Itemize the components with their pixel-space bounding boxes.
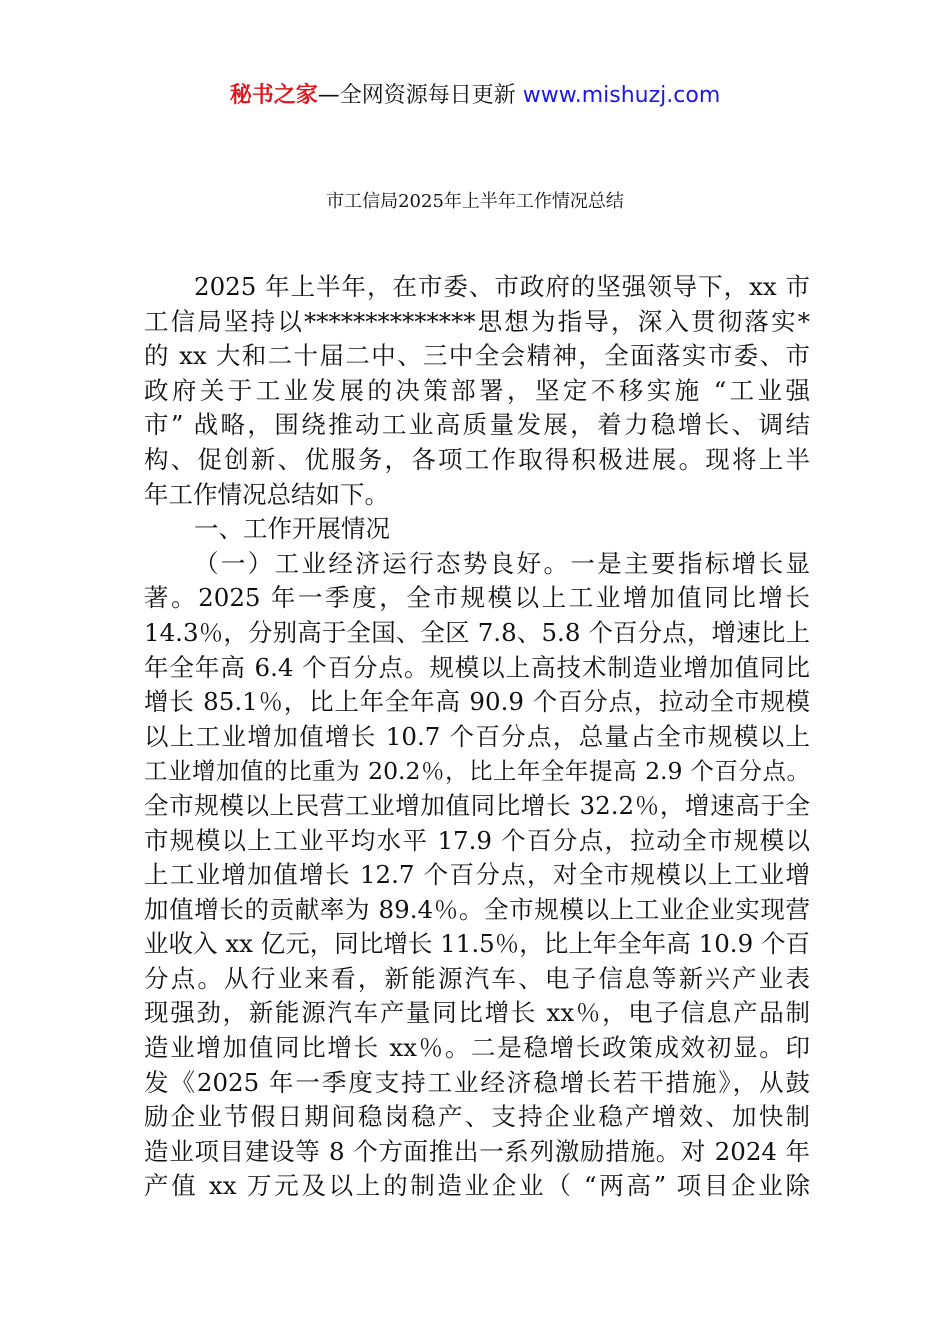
body-line: 现强劲，新能源汽车产量同比增长 xx％，电子信息产品制 xyxy=(144,998,810,1028)
body-line: 励企业节假日期间稳岗稳产、支持企业稳产增效、加快制 xyxy=(144,1102,810,1132)
site-tagline: —全网资源每日更新 xyxy=(317,83,523,108)
body-line: 14.3％，分别高于全国、全区 7.8、5.8 个百分点，增速比上 xyxy=(144,617,810,647)
body-line: 造业增加值同比增长 xx％。二是稳增长政策成效初显。印 xyxy=(144,1033,810,1063)
site-header xyxy=(0,80,950,112)
body-line: 年全年高 6.4 个百分点。规模以上高技术制造业增加值同比 xyxy=(144,652,810,682)
body-line: 上工业增加值增长 12.7 个百分点，对全市规模以上工业增 xyxy=(144,860,810,890)
body-line: 发《2025 年一季度支持工业经济稳增长若干措施》，从鼓 xyxy=(144,1067,810,1097)
site-brand: 秘书之家 xyxy=(229,83,318,108)
body-line: 加值增长的贡献率为 89.4％。全市规模以上工业企业实现营 xyxy=(144,894,810,924)
body-line: 政府关于工业发展的决策部署，坚定不移实施 “工业强 xyxy=(144,375,810,405)
body-line: 增长 85.1％，比上年全年高 90.9 个百分点，拉动全市规模 xyxy=(144,687,810,717)
body-line: 造业项目建设等 8 个方面推出一系列激励措施。对 2024 年 xyxy=(144,1136,810,1166)
body-line: 著。2025 年一季度，全市规模以上工业增加值同比增长 xyxy=(144,583,810,613)
body-line: 的 xx 大和二十届二中、三中全会精神，全面落实市委、市 xyxy=(144,341,810,371)
document-body xyxy=(144,270,810,1204)
body-line: 构、促创新、优服务，各项工作取得积极进展。现将上半 xyxy=(144,444,810,474)
body-line: 业收入 xx 亿元，同比增长 11.5％，比上年全年高 10.9 个百 xyxy=(144,929,810,959)
body-line: （一）工业经济运行态势良好。一是主要指标增长显 xyxy=(194,548,810,578)
body-line: 工信局坚持以**************思想为指导，深入贯彻落实* xyxy=(144,306,810,336)
body-line: 2025 年上半年，在市委、市政府的坚强领导下，xx 市 xyxy=(194,272,810,301)
document-title: 市工信局2025年上半年工作情况总结 xyxy=(326,191,624,212)
body-line: 市” 战略，围绕推动工业高质量发展，着力稳增长、调结 xyxy=(144,410,810,440)
body-line: 全市规模以上民营工业增加值同比增长 32.2％，增速高于全 xyxy=(144,790,810,820)
body-line: 年工作情况总结如下。 xyxy=(144,479,389,509)
body-line: 工业增加值的比重为 20.2％，比上年全年提高 2.9 个百分点。 xyxy=(144,757,810,786)
site-url-link[interactable]: www.mishuzj.com xyxy=(522,83,721,108)
body-line: 以上工业增加值增长 10.7 个百分点，总量占全市规模以上 xyxy=(144,721,810,751)
body-line: 市规模以上工业平均水平 17.9 个百分点，拉动全市规模以 xyxy=(144,825,810,855)
body-line: 产值 xx 万元及以上的制造业企业（ “两高” 项目企业除 xyxy=(144,1171,810,1201)
section-heading: 一、工作开展情况 xyxy=(194,514,390,544)
body-line: 分点。从行业来看，新能源汽车、电子信息等新兴产业表 xyxy=(144,963,810,993)
